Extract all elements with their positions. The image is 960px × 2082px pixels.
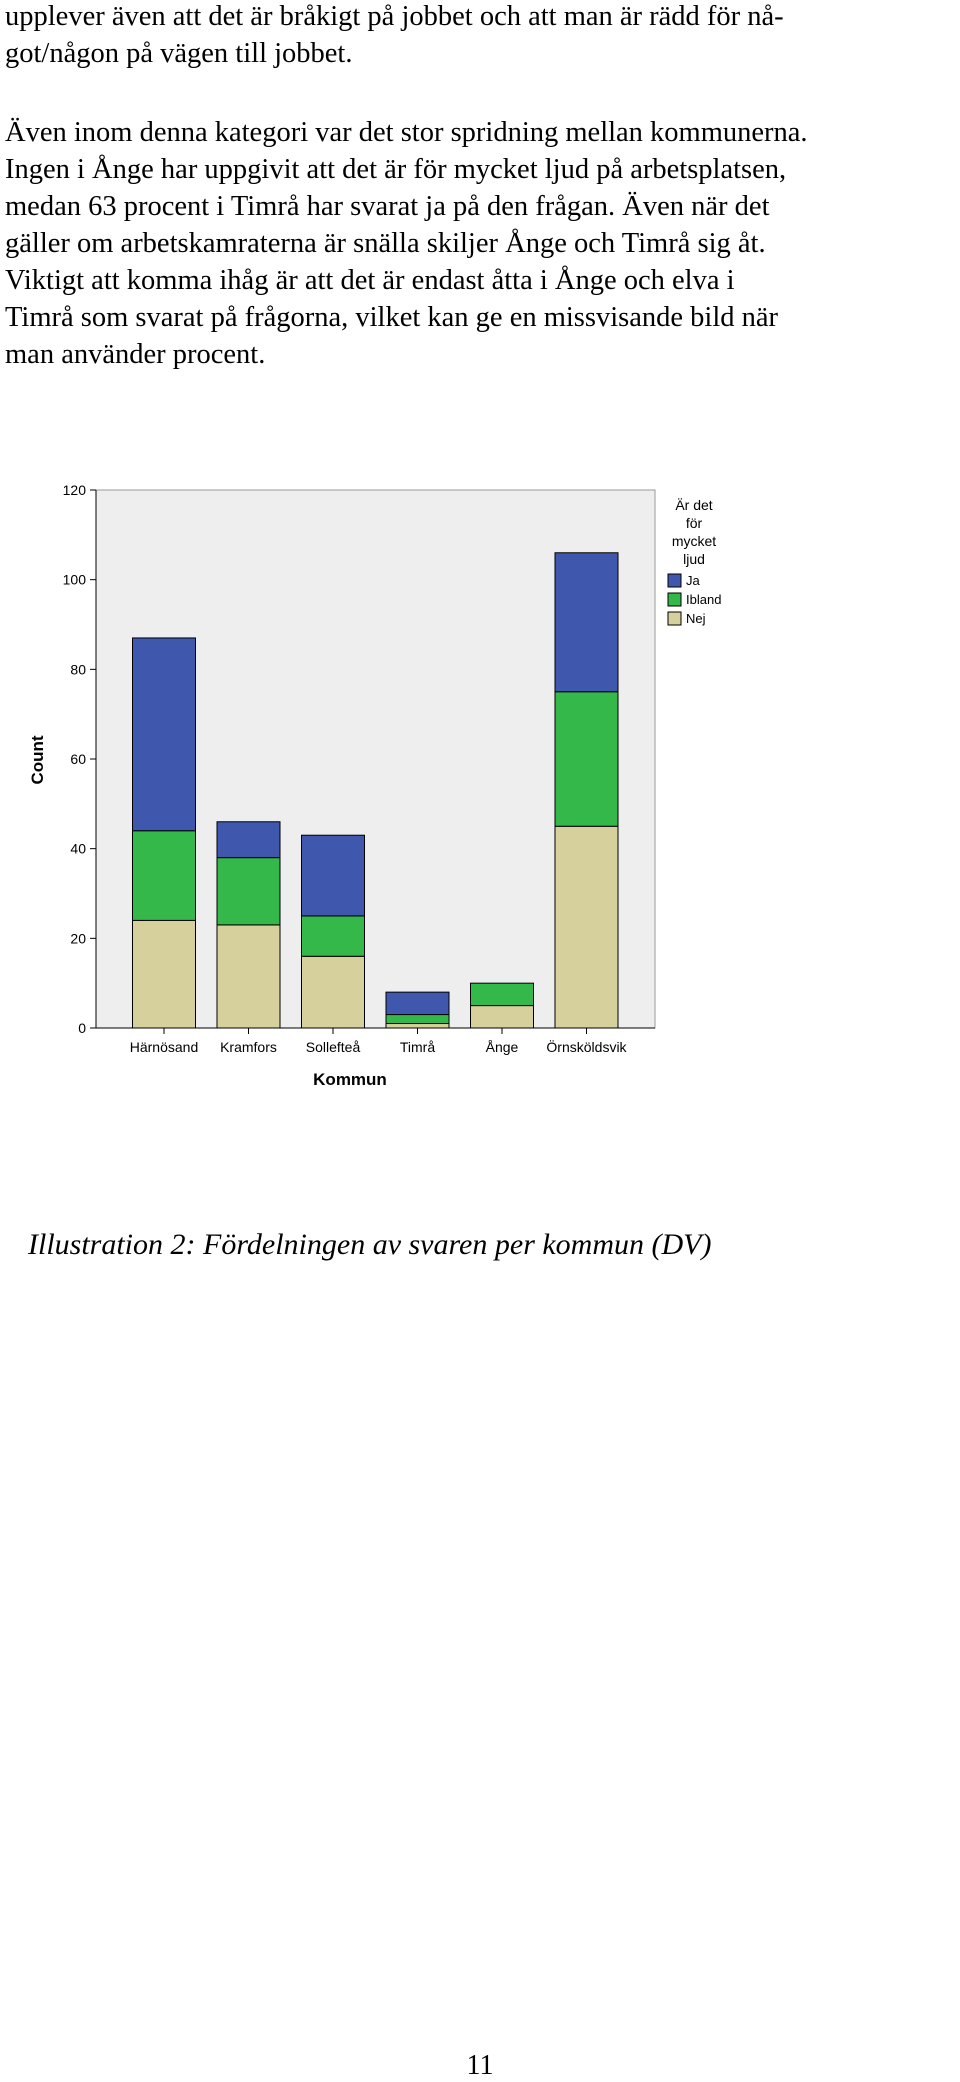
paragraph-line: Ingen i Ånge har uppgivit att det är för mycket ljud på arbetsplatsen, — [5, 154, 787, 185]
bar-segment-ja — [302, 835, 365, 916]
paragraph-line: medan 63 procent i Timrå har svarat ja på den frågan. Även när det — [5, 191, 770, 222]
x-tick-label: Kramfors — [220, 1039, 277, 1055]
paragraph-line: got/någon på vägen till jobbet. — [5, 38, 353, 69]
x-tick-label: Sollefteå — [305, 1039, 361, 1055]
bar-segment-ja — [133, 638, 196, 831]
bar-segment-ja — [386, 992, 449, 1014]
bar-segment-nej — [302, 956, 365, 1028]
bar-segment-ibland — [133, 831, 196, 921]
x-tick-label: Härnösand — [129, 1039, 199, 1055]
bar-segment-nej — [471, 1006, 534, 1028]
y-tick-label: 120 — [62, 482, 86, 498]
page-number: 11 — [466, 2050, 494, 2081]
bar-segment-nej — [217, 925, 280, 1028]
y-tick-label: 80 — [70, 661, 86, 678]
paragraph-line: Viktigt att komma ihåg är att det är endast åtta i Ånge och elva i — [5, 265, 735, 296]
legend-title-line: mycket — [671, 533, 717, 549]
paragraph-line: gäller om arbetskamraterna är snälla skiljer Ånge och Timrå sig åt. — [5, 228, 766, 259]
bar-segment-ibland — [217, 858, 280, 925]
legend-label-nej: Nej — [686, 611, 706, 626]
x-axis-title: Kommun — [313, 1070, 387, 1089]
legend-title-line: ljud — [683, 551, 705, 567]
legend-swatch-nej — [668, 612, 681, 625]
y-tick-label: 100 — [62, 571, 86, 588]
y-tick-label: 40 — [70, 840, 86, 857]
x-tick-label: Ånge — [485, 1039, 519, 1055]
paragraph-line: upplever även att det är bråkigt på jobbet och att man är rädd för nå- — [5, 1, 784, 32]
paragraph-1 — [5, 0, 955, 72]
bar-segment-ja — [555, 553, 618, 692]
legend-label-ja: Ja — [686, 573, 700, 588]
legend-swatch-ibland — [668, 593, 681, 606]
bar-segment-ja — [217, 822, 280, 858]
legend-title-line: Är det — [675, 497, 713, 513]
y-axis-title: Count — [28, 735, 47, 785]
bar-segment-ibland — [302, 916, 365, 956]
bar-segment-ibland — [386, 1015, 449, 1024]
legend-swatch-ja — [668, 574, 681, 587]
figure-caption: Illustration 2: Fördelningen av svaren per kommun (DV) — [28, 1228, 712, 1261]
bar-segment-ibland — [471, 983, 534, 1005]
x-tick-label: Örnsköldsvik — [546, 1039, 627, 1055]
paragraph-line: Även inom denna kategori var det stor spridning mellan kommunerna. — [5, 117, 808, 148]
legend-title-line: för — [685, 515, 703, 531]
paragraph-line: man använder procent. — [5, 339, 266, 370]
paragraph-line: Timrå som svarat på frågorna, vilket kan ge en missvisande bild när — [5, 302, 779, 333]
x-tick-label: Timrå — [399, 1039, 436, 1055]
bar-segment-nej — [133, 920, 196, 1028]
bar-segment-ibland — [555, 692, 618, 827]
stacked-bar-chart — [0, 470, 722, 1110]
y-tick-label: 60 — [70, 751, 86, 767]
legend-label-ibland: Ibland — [686, 592, 722, 607]
bar-segment-nej — [555, 826, 618, 1028]
bar-segment-nej — [386, 1024, 449, 1028]
y-tick-label: 0 — [78, 1020, 86, 1036]
y-tick-label: 20 — [70, 930, 86, 947]
paragraph-2 — [5, 114, 955, 373]
